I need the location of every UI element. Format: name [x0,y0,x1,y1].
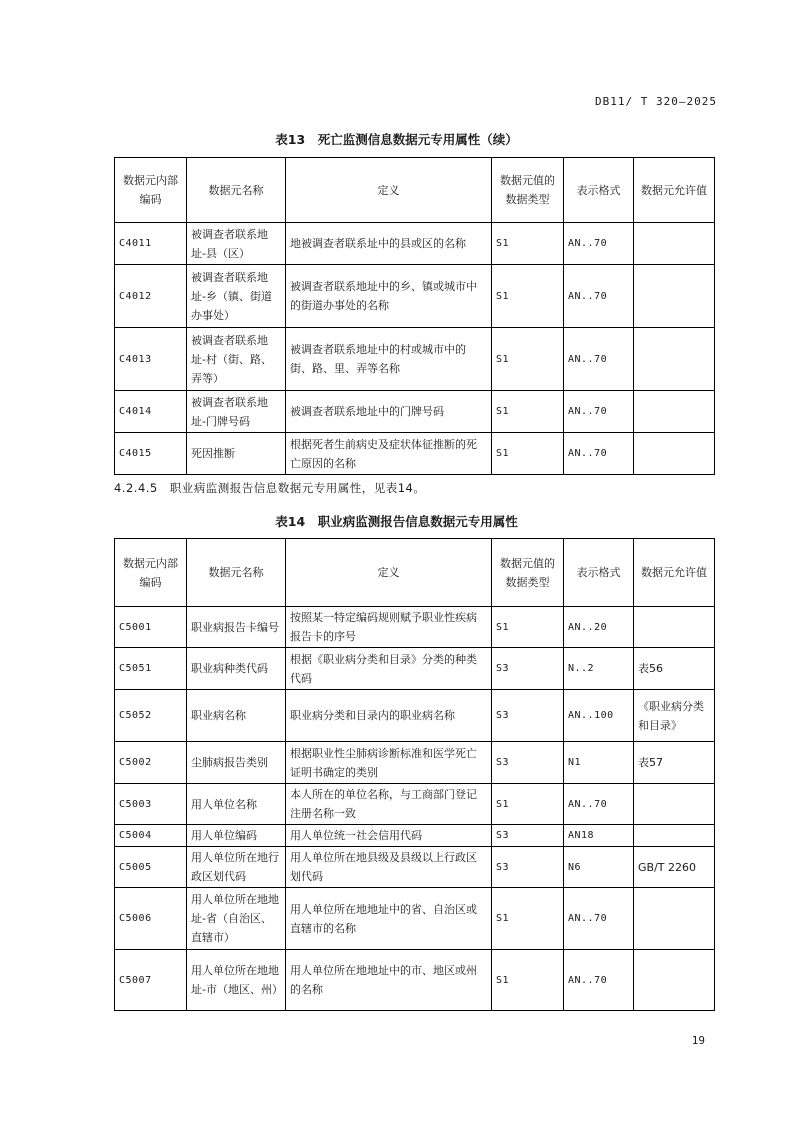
table14-header-row [115,539,715,607]
table14-cell: 用人单位所在地地址中的省、自治区或直辖市的名称 [286,888,492,950]
table14-cell [634,607,715,648]
table14-cell: 用人单位所在地县级及县级以上行政区划代码 [286,847,492,888]
table13-row [115,328,715,391]
table14-header-cell: 表示格式 [564,539,634,607]
table14-cell: 职业病种类代码 [187,648,286,690]
table13-cell: 被调查者联系地址中的门牌号码 [286,391,492,433]
table14-row [115,847,715,888]
table13-cell: 被调查者联系地址-门牌号码 [187,391,286,433]
section-paragraph: 4.2.4.5 职业病监测报告信息数据元专用属性，见表14。 [114,481,426,495]
table14-cell: 本人所在的单位名称，与工商部门登记注册名称一致 [286,784,492,825]
table14-cell: C5005 [115,847,187,888]
table13-cell: AN..70 [564,433,634,475]
table13-cell: 被调查者联系地址中的乡、镇或城市中的街道办事处的名称 [286,265,492,328]
table14-row [115,742,715,784]
table14-cell: 尘肺病报告类别 [187,742,286,784]
table14-cell: C5052 [115,690,187,742]
table14-cell: S1 [492,888,564,950]
table14-cell: C5002 [115,742,187,784]
table13-row [115,391,715,433]
table14-header-cell: 数据元允许值 [634,539,715,607]
table14-cell: 《职业病分类和目录》 [634,690,715,742]
table14-row [115,888,715,950]
table14-cell: AN..70 [564,888,634,950]
table14-cell: 用人单位编码 [187,825,286,847]
table13-cell [634,433,715,475]
table14-row [115,825,715,847]
table14-cell: 表57 [634,742,715,784]
table13-cell: AN..70 [564,328,634,391]
table13-cell [634,223,715,265]
table14-cell: AN..70 [564,784,634,825]
table14-row [115,690,715,742]
table13-cell [634,265,715,328]
table14-cell [634,888,715,950]
table14-cell: 根据职业性尘肺病诊断标准和医学死亡证明书确定的类别 [286,742,492,784]
table13-header-cell: 数据元允许值 [634,158,715,223]
table13-cell: 死因推断 [187,433,286,475]
table13-cell: C4013 [115,328,187,391]
table14 [114,538,715,1011]
table13-cell: AN..70 [564,223,634,265]
table14-cell: C5051 [115,648,187,690]
table14-row [115,950,715,1011]
table14-cell: 职业病分类和目录内的职业病名称 [286,690,492,742]
table14-cell: AN..100 [564,690,634,742]
table14-header-cell: 数据元内部编码 [115,539,187,607]
table13-cell: 被调查者联系地址-乡（镇、街道办事处） [187,265,286,328]
table13-cell [634,328,715,391]
table14-cell: 职业病名称 [187,690,286,742]
table14-row [115,784,715,825]
table14-header-cell: 定义 [286,539,492,607]
standard-code: DB11/ T 320—2025 [595,95,717,108]
table14-cell: 用人单位所在地行政区划代码 [187,847,286,888]
table14-cell: S3 [492,825,564,847]
table14-row [115,648,715,690]
table14-cell: 用人单位所在地地址中的市、地区或州的名称 [286,950,492,1011]
table13-cell: 被调查者联系地址-村（街、路、弄等） [187,328,286,391]
page-number: 19 [691,1034,705,1047]
table14-cell: 表56 [634,648,715,690]
table14-cell: 用人单位统一社会信用代码 [286,825,492,847]
table14-cell: C5007 [115,950,187,1011]
table14-cell: S3 [492,690,564,742]
table14-cell: AN..70 [564,950,634,1011]
table13-cell: 地被调查者联系址中的县或区的名称 [286,223,492,265]
table14-cell: N..2 [564,648,634,690]
table14-cell: 用人单位所在地地址-省（自治区、直辖市） [187,888,286,950]
table14-row [115,607,715,648]
table13-cell: 根据死者生前病史及症状体征推断的死亡原因的名称 [286,433,492,475]
table13-cell: C4012 [115,265,187,328]
table13-cell: S1 [492,223,564,265]
table13-header-cell: 数据元内部编码 [115,158,187,223]
table14-cell: 用人单位所在地地址-市（地区、州） [187,950,286,1011]
table14-cell [634,784,715,825]
table14-cell: 根据《职业病分类和目录》分类的种类代码 [286,648,492,690]
table14-cell: S1 [492,607,564,648]
table13-cell: 被调查者联系地址中的村或城市中的街、路、里、弄等名称 [286,328,492,391]
table13-row [115,265,715,328]
table13-cell: S1 [492,391,564,433]
table13-cell: S1 [492,265,564,328]
table14-header-cell: 数据元值的数据类型 [492,539,564,607]
table13-header-cell: 表示格式 [564,158,634,223]
table13-cell: 被调查者联系地址-县（区） [187,223,286,265]
table14-cell: N1 [564,742,634,784]
table14-cell: AN18 [564,825,634,847]
table13-header-cell: 数据元名称 [187,158,286,223]
table13-header-cell: 数据元值的数据类型 [492,158,564,223]
table14-header-cell: 数据元名称 [187,539,286,607]
table14-cell: S3 [492,742,564,784]
table14-cell: 用人单位名称 [187,784,286,825]
table14-cell: S1 [492,950,564,1011]
table13-cell: S1 [492,433,564,475]
table14-cell: 按照某一特定编码规则赋予职业性疾病报告卡的序号 [286,607,492,648]
table13-caption: 表13 死亡监测信息数据元专用属性（续） [275,132,518,147]
table14-cell: AN..20 [564,607,634,648]
table13-row [115,223,715,265]
table14-cell: C5003 [115,784,187,825]
table13-cell: S1 [492,328,564,391]
table13-cell: C4011 [115,223,187,265]
table13-cell: C4015 [115,433,187,475]
table14-cell: C5004 [115,825,187,847]
table14-caption: 表14 职业病监测报告信息数据元专用属性 [275,514,518,529]
table13-cell [634,391,715,433]
table14-cell [634,825,715,847]
table14-cell: N6 [564,847,634,888]
table14-cell: S3 [492,648,564,690]
table13-cell: AN..70 [564,265,634,328]
table13-row [115,433,715,475]
table14-cell: GB/T 2260 [634,847,715,888]
table13-header-row [115,158,715,223]
table14-cell: C5006 [115,888,187,950]
table14-cell: S3 [492,847,564,888]
table13 [114,157,715,475]
table13-header-cell: 定义 [286,158,492,223]
table13-cell: AN..70 [564,391,634,433]
table13-cell: C4014 [115,391,187,433]
table14-cell: 职业病报告卡编号 [187,607,286,648]
table14-cell: C5001 [115,607,187,648]
table14-cell [634,950,715,1011]
table14-cell: S1 [492,784,564,825]
